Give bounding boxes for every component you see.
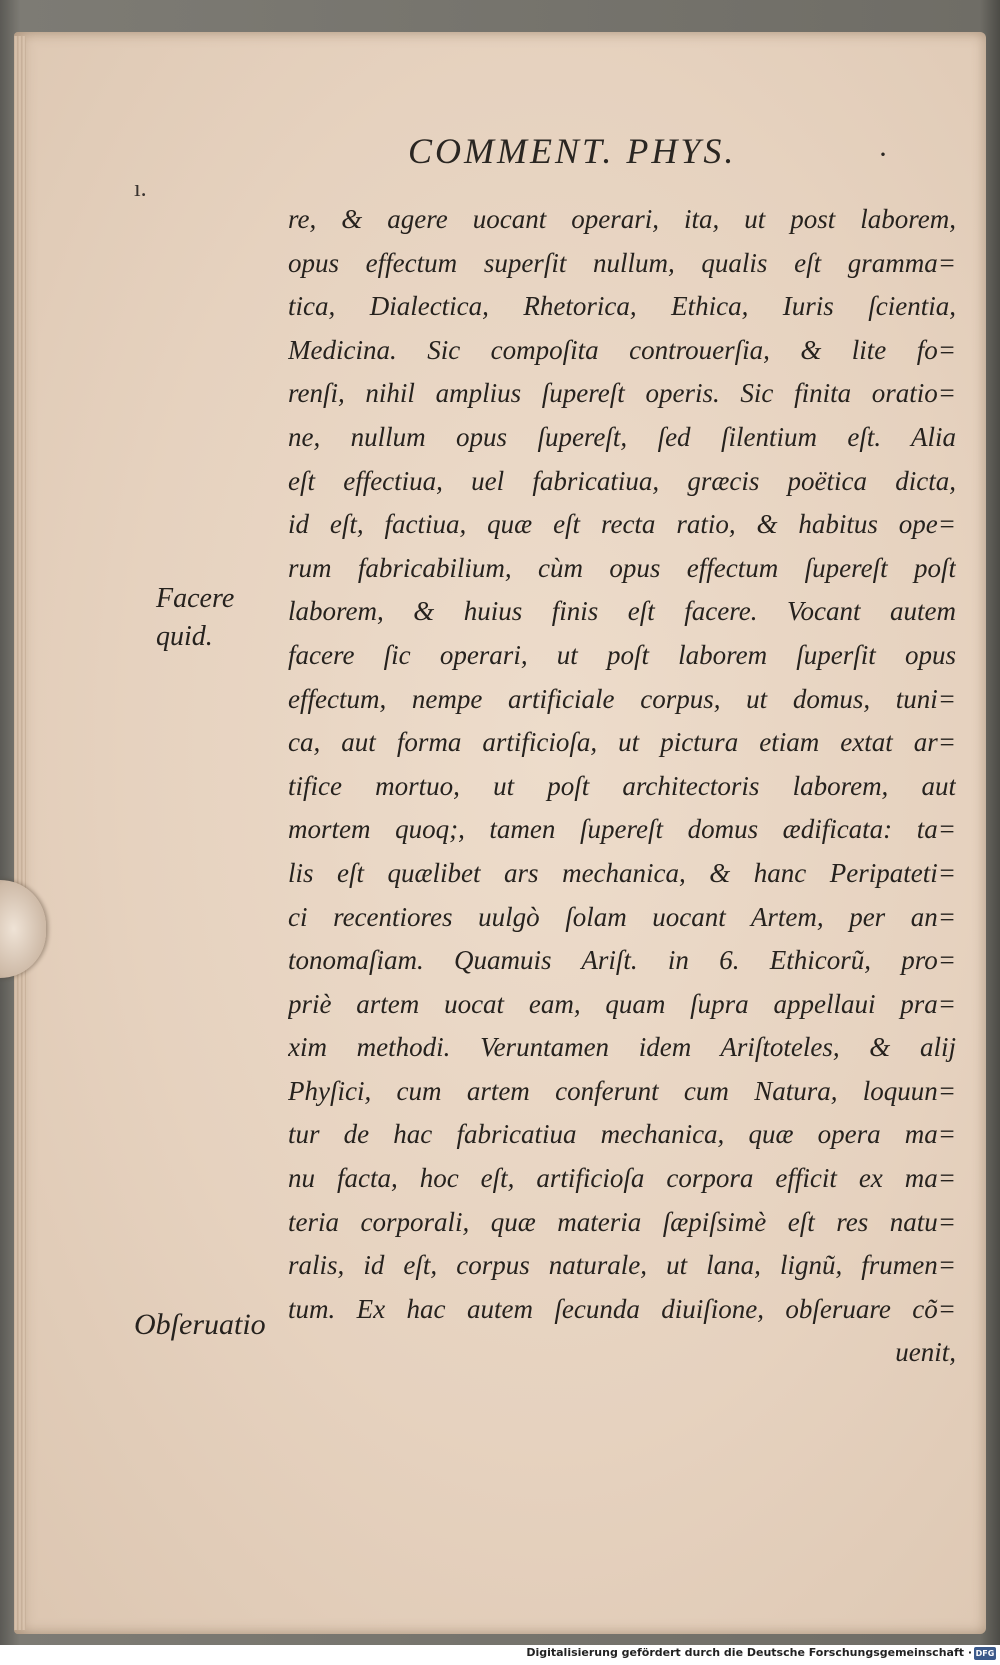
text-line: rum fabricabilium, cùm opus effectum ſupereſt poſt (288, 552, 956, 583)
text-line: Medicina. Sic compoſita controuerſia, & lite fo= (288, 334, 956, 365)
text-line: priè artem uocat eam, quam ſupra appellaui pra= (288, 988, 956, 1019)
margin-note-facere-line2: quid. (156, 621, 213, 652)
text-line: mortem quoq;, tamen ſupereſt domus ædificata: ta= (288, 814, 956, 845)
text-line: re, & agere uocant operari, ita, ut post laborem, (288, 204, 956, 234)
text-line: lis eſt quælibet ars mechanica, & hanc Peripateti= (288, 857, 956, 888)
text-line: eſt effectiua, uel fabricatiua, græcis poëtica dicta, (288, 465, 956, 496)
margin-note-facere (156, 580, 234, 656)
text-line: tur de hac fabricatiua mechanica, quæ opera ma= (288, 1119, 956, 1150)
footer-credit: Digitalisierung gefördert durch die Deutsche Forschungsgemeinschaft · (526, 1646, 972, 1659)
body-text (288, 198, 956, 1375)
text-line: id eſt, factiua, quæ eſt recta ratio, & habitus ope= (288, 509, 956, 540)
margin-note-facere-line1: Facere (156, 583, 235, 614)
text-line: tica, Dialectica, Rhetorica, Ethica, Iuris ſcientia, (288, 291, 956, 322)
text-line: ci recentiores uulgò ſolam uocant Artem, per an= (288, 901, 956, 932)
corner-mark: ı. (134, 176, 147, 202)
text-line: laborem, & huius finis eſt facere. Vocant autem (288, 596, 956, 627)
text-line: tifice mortuo, ut poſt architectoris laborem, aut (288, 770, 956, 801)
text-line: facere ſic operari, ut poſt laborem ſuperſit opus (288, 639, 956, 670)
text-line: renſi, nihil amplius ſupereſt operis. Sic finita oratio= (288, 378, 956, 409)
text-line: ralis, id eſt, corpus naturale, ut lana, lignũ, frumen= (288, 1250, 956, 1281)
text-line: ne, nullum opus ſupereſt, ſed ſilentium eſt. Alia (288, 421, 956, 452)
margin-note-observatio: Obſeruatio (134, 1308, 266, 1341)
page-edge (14, 36, 26, 1630)
text-line: nu facta, hoc eſt, artificioſa corpora efficit ex ma= (288, 1163, 956, 1194)
running-head-dot: · (878, 138, 888, 171)
catchword: uenit, (895, 1337, 956, 1368)
running-head: COMMENT. PHYS. (408, 131, 737, 171)
text-line: tonomaſiam. Quamuis Ariſt. in 6. Ethicorũ, pro= (288, 945, 956, 976)
text-line: effectum, nempe artificiale corpus, ut domus, tuni= (288, 683, 956, 714)
text-line: ca, aut forma artificioſa, ut pictura etiam extat ar= (288, 727, 956, 758)
text-line: teria corporali, quæ materia ſæpiſsimè eſt res natu= (288, 1206, 956, 1237)
dfg-logo-icon: DFG (975, 1649, 995, 1658)
text-line: Phyſici, cum artem conferunt cum Natura, loquun= (288, 1075, 956, 1106)
text-line: opus effectum superſit nullum, qualis eſt gramma= (288, 247, 956, 278)
text-line: tum. Ex hac autem ſecunda diuiſione, obſeruare cõ= (288, 1293, 956, 1324)
text-line: xim methodi. Veruntamen idem Ariſtoteles, & alij (288, 1032, 956, 1063)
